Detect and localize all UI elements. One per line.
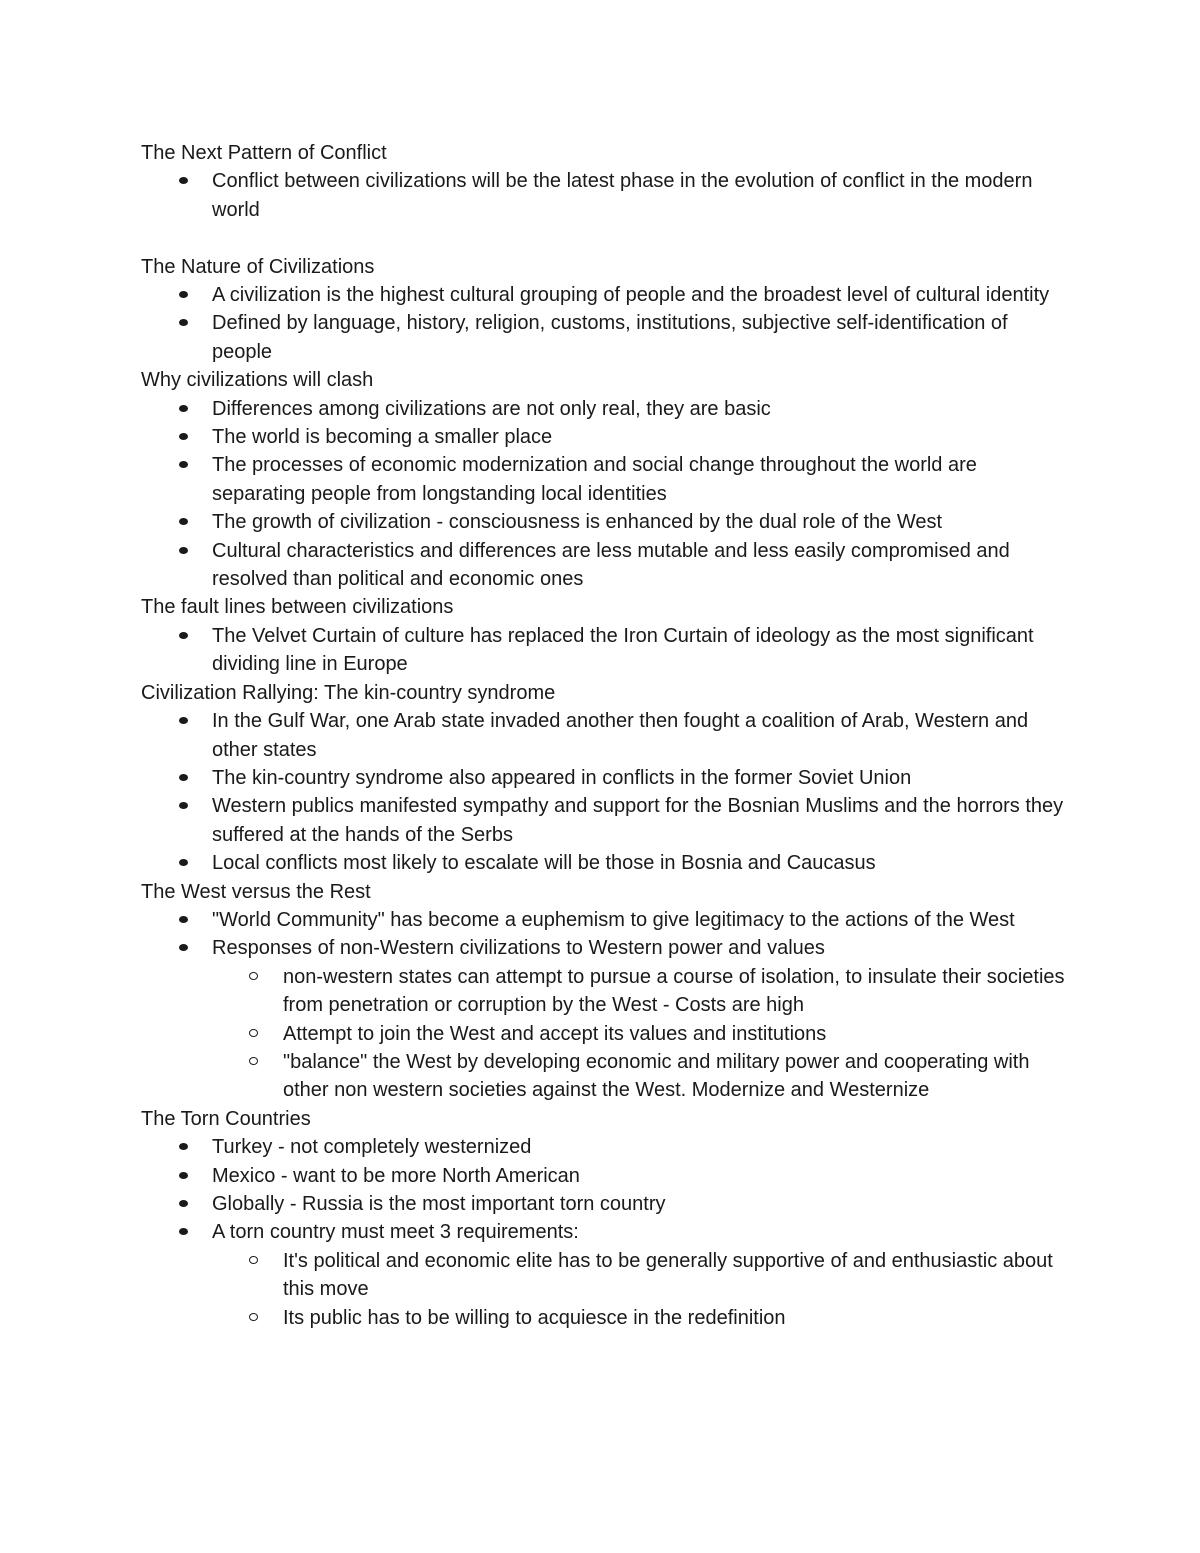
bullet-list: [141, 906, 1071, 1105]
bullet-list: [141, 395, 1071, 594]
list-item: The Velvet Curtain of culture has replaced the Iron Curtain of ideology as the most significant dividing line in Europe: [141, 622, 1071, 679]
sub-bullet-list: [212, 1247, 1071, 1332]
bullet-icon: [179, 774, 188, 781]
list-item: Differences among civilizations are not only real, they are basic: [141, 395, 1071, 423]
sub-list-item: Attempt to join the West and accept its values and institutions: [212, 1020, 1071, 1048]
section: [141, 139, 1071, 224]
section-heading: The Torn Countries: [141, 1107, 311, 1130]
list-item: In the Gulf War, one Arab state invaded another then fought a coalition of Arab, Western and other states: [141, 707, 1071, 764]
bullet-list: [141, 1133, 1071, 1332]
section: [141, 878, 1071, 1105]
bullet-icon: [179, 518, 188, 525]
section: [141, 253, 1071, 367]
section-heading: The Nature of Civilizations: [141, 255, 375, 278]
bullet-icon: [179, 461, 188, 468]
bullet-icon: [179, 1200, 188, 1207]
sub-bullet-list: [212, 963, 1071, 1105]
hollow-bullet-icon: [249, 1256, 258, 1264]
bullet-icon: [179, 1228, 188, 1235]
bullet-icon: [179, 547, 188, 554]
list-item: Defined by language, history, religion, customs, institutions, subjective self-identification of people: [141, 309, 1071, 366]
section-heading: Civilization Rallying: The kin-country syndrome: [141, 681, 556, 704]
document-body: [141, 139, 1071, 1332]
sub-list-item: "balance" the West by developing economic and military power and cooperating with other non western societies against the West. Modernize and Westernize: [212, 1048, 1071, 1105]
list-item: The kin-country syndrome also appeared in conflicts in the former Soviet Union: [141, 764, 1071, 792]
hollow-bullet-icon: [249, 1313, 258, 1321]
bullet-list: [141, 281, 1071, 366]
bullet-icon: [179, 717, 188, 724]
list-item: A civilization is the highest cultural grouping of people and the broadest level of cultural identity: [141, 281, 1071, 309]
bullet-icon: [179, 1172, 188, 1179]
section-heading: The West versus the Rest: [141, 880, 371, 903]
bullet-icon: [179, 916, 188, 923]
list-item: Local conflicts most likely to escalate will be those in Bosnia and Caucasus: [141, 849, 1071, 877]
list-item: The processes of economic modernization and social change throughout the world are separating people from longstanding local identities: [141, 451, 1071, 508]
bullet-icon: [179, 1143, 188, 1150]
sub-list-item: Its public has to be willing to acquiesce in the redefinition: [212, 1304, 1071, 1332]
bullet-icon: [179, 944, 188, 951]
list-item: The world is becoming a smaller place: [141, 423, 1071, 451]
list-item: The growth of civilization - consciousness is enhanced by the dual role of the West: [141, 508, 1071, 536]
bullet-list: [141, 622, 1071, 679]
bullet-list: [141, 707, 1071, 877]
list-item: Mexico - want to be more North American: [141, 1162, 1071, 1190]
bullet-icon: [179, 859, 188, 866]
list-item: Globally - Russia is the most important torn country: [141, 1190, 1071, 1218]
section-heading: The fault lines between civilizations: [141, 596, 454, 619]
bullet-icon: [179, 632, 188, 639]
hollow-bullet-icon: [249, 972, 258, 980]
bullet-list: [141, 167, 1071, 224]
section: [141, 593, 1071, 678]
sub-list-item: It's political and economic elite has to be generally supportive of and enthusiastic about this move: [212, 1247, 1071, 1304]
bullet-icon: [179, 177, 188, 184]
sub-list-item: non-western states can attempt to pursue a course of isolation, to insulate their societies from penetration or corruption by the West - Costs are high: [212, 963, 1071, 1020]
bullet-icon: [179, 291, 188, 298]
blank-line: [141, 224, 1071, 252]
section-heading: The Next Pattern of Conflict: [141, 142, 387, 164]
bullet-icon: [179, 433, 188, 440]
hollow-bullet-icon: [249, 1057, 258, 1065]
hollow-bullet-icon: [249, 1029, 258, 1037]
list-item: Turkey - not completely westernized: [141, 1133, 1071, 1161]
bullet-icon: [179, 405, 188, 412]
list-item: Conflict between civilizations will be the latest phase in the evolution of conflict in the modern world: [141, 167, 1071, 224]
section: [141, 1105, 1071, 1332]
section: [141, 366, 1071, 593]
bullet-icon: [179, 802, 188, 809]
section-heading: Why civilizations will clash: [141, 369, 374, 392]
list-item: "World Community" has become a euphemism to give legitimacy to the actions of the West: [141, 906, 1071, 934]
list-item: Responses of non-Western civilizations to Western power and values non-western states can attempt to pursue a course of isolation, to insulate their societies from penetration or corruption by the West - Costs are high Attempt to join the West and accept its values and institutions "balance" the West by developing economic and military power and cooperating with other non western societies against the West. Modernize and Westernize: [141, 934, 1071, 1104]
bullet-icon: [179, 319, 188, 326]
list-item: Western publics manifested sympathy and support for the Bosnian Muslims and the horrors they suffered at the hands of the Serbs: [141, 792, 1071, 849]
section: [141, 679, 1071, 878]
list-item: A torn country must meet 3 requirements: It's political and economic elite has to be generally supportive of and enthusiastic about this move Its public has to be willing to acquiesce in the redefinition: [141, 1218, 1071, 1332]
list-item: Cultural characteristics and differences are less mutable and less easily compromised and resolved than political and economic ones: [141, 537, 1071, 594]
